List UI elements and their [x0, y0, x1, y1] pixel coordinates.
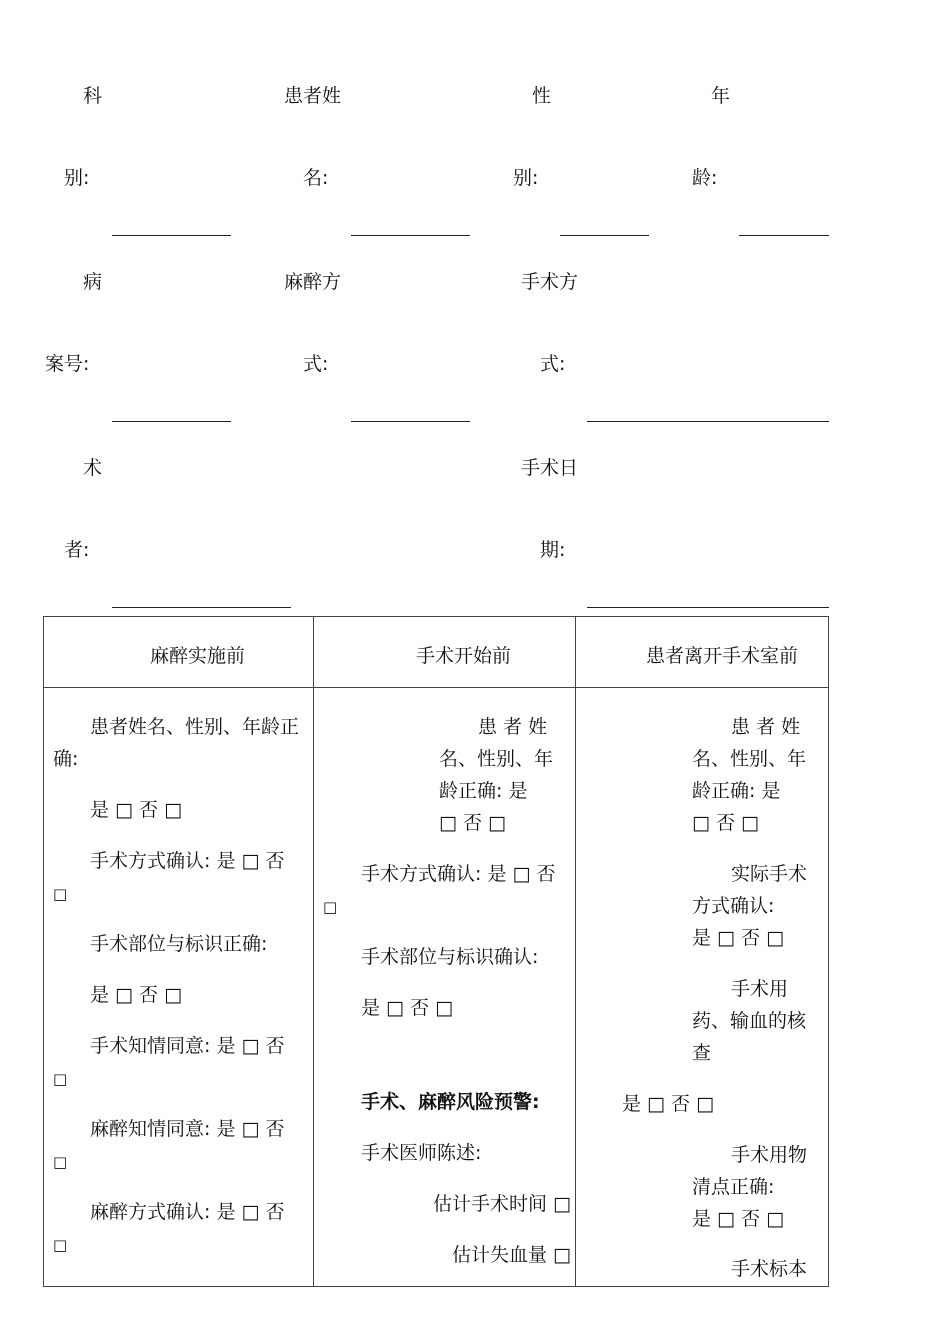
anesthesia-method-confirm-text[interactable]: 麻醉方式确认: 是 □ 否 [90, 1201, 285, 1223]
anesthesia-method-field[interactable] [351, 421, 470, 422]
age-label-bottom: 龄: [692, 167, 718, 189]
sex-field[interactable] [560, 235, 649, 236]
drug-check-text: 药、输血的核 [692, 1010, 807, 1032]
actual-method-text: 方式确认: [692, 895, 775, 917]
identity-check-answer[interactable]: 是 □ 否 □ [90, 799, 183, 821]
site-confirm-text: 手术部位与标识确认: [361, 946, 539, 968]
column-divider [575, 616, 576, 1287]
surgery-method-label-bottom: 式: [540, 353, 566, 375]
surgery-method-label-top: 手术方 [521, 271, 579, 293]
column-header-before-leaving: 患者离开手术室前 [646, 645, 799, 667]
checkbox[interactable]: □ [53, 885, 68, 903]
identity-check-answer[interactable]: □ 否 □ [439, 812, 506, 834]
items-count-text: 清点正确: [692, 1176, 775, 1198]
age-field[interactable] [739, 235, 829, 236]
department-label-bottom: 别: [64, 167, 90, 189]
surgery-date-label-bottom: 期: [540, 539, 566, 561]
anesthesia-method-label-bottom: 式: [303, 353, 329, 375]
surgery-date-field[interactable] [587, 607, 829, 608]
patient-name-label-top: 患者姓 [284, 85, 342, 107]
site-confirm-answer[interactable]: 是 □ 否 □ [361, 997, 454, 1019]
department-label-top: 科 [83, 85, 103, 107]
identity-check-answer[interactable]: □ 否 □ [692, 812, 759, 834]
identity-check-text: 名、性别、年 [692, 748, 807, 770]
age-label-top: 年 [711, 85, 731, 107]
site-mark-answer[interactable]: 是 □ 否 □ [90, 984, 183, 1006]
surgeon-label-bottom: 者: [64, 539, 90, 561]
actual-method-text: 实际手术 [731, 863, 808, 885]
header-divider [43, 687, 829, 688]
anesthesia-method-label-top: 麻醉方 [284, 271, 342, 293]
column-header-before-surgery: 手术开始前 [416, 645, 512, 667]
checkbox[interactable]: □ [323, 898, 338, 916]
surgeon-statement-label: 手术医师陈述: [361, 1142, 482, 1164]
record-number-label-bottom: 案号: [45, 353, 90, 375]
surgery-consent-text[interactable]: 手术知情同意: 是 □ 否 [90, 1035, 285, 1057]
risk-warning-heading: 手术、麻醉风险预警: [361, 1091, 540, 1113]
method-confirm-text[interactable]: 手术方式确认: 是 □ 否 [90, 850, 285, 872]
estimated-blood-loss-option[interactable]: 估计失血量 □ [452, 1244, 571, 1266]
anesthesia-consent-text[interactable]: 麻醉知情同意: 是 □ 否 [90, 1118, 285, 1140]
drug-check-text: 查 [692, 1042, 712, 1064]
checkbox[interactable]: □ [53, 1153, 68, 1171]
surgeon-label-top: 术 [83, 457, 103, 479]
drug-check-text: 手术用 [731, 978, 789, 1000]
surgery-method-field[interactable] [587, 421, 829, 422]
department-field[interactable] [112, 235, 231, 236]
identity-check-text: 龄正确: 是 [692, 780, 781, 802]
site-mark-text: 手术部位与标识正确: [90, 933, 268, 955]
identity-check-text: 患 者 姓 [731, 716, 801, 738]
column-divider [313, 616, 314, 1287]
record-number-label-top: 病 [83, 271, 103, 293]
drug-check-answer[interactable]: 是 □ 否 □ [622, 1093, 715, 1115]
identity-check-text: 龄正确: 是 [439, 780, 528, 802]
estimated-time-option[interactable]: 估计手术时间 □ [433, 1193, 571, 1215]
items-count-text: 手术用物 [731, 1144, 808, 1166]
identity-check-text: 名、性别、年 [439, 748, 554, 770]
patient-name-label-bottom: 名: [303, 167, 329, 189]
items-count-answer[interactable]: 是 □ 否 □ [692, 1208, 785, 1230]
surgery-date-label-top: 手术日 [521, 457, 579, 479]
sex-label-top: 性 [532, 85, 552, 107]
surgeon-field[interactable] [112, 607, 291, 608]
method-confirm-text[interactable]: 手术方式确认: 是 □ 否 [361, 863, 556, 885]
sex-label-bottom: 别: [513, 167, 539, 189]
actual-method-answer[interactable]: 是 □ 否 □ [692, 927, 785, 949]
identity-check-text: 患 者 姓 [478, 716, 548, 738]
specimen-text: 手术标本 [731, 1258, 808, 1280]
record-number-field[interactable] [112, 421, 231, 422]
identity-check-text: 确: [53, 748, 79, 770]
column-header-before-anesthesia: 麻醉实施前 [150, 645, 246, 667]
checkbox[interactable]: □ [53, 1070, 68, 1088]
checkbox[interactable]: □ [53, 1236, 68, 1254]
identity-check-text: 患者姓名、性别、年龄正 [90, 716, 300, 738]
patient-name-field[interactable] [351, 235, 470, 236]
